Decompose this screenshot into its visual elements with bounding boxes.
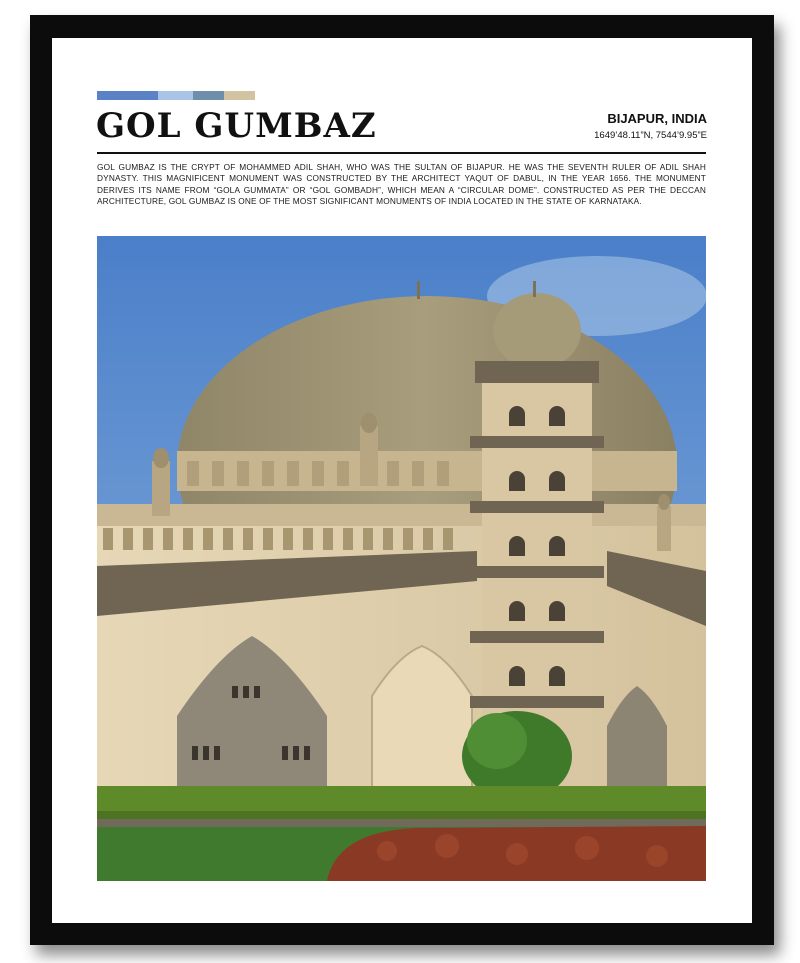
picture-frame [30,15,774,945]
swatch-light-blue [158,91,193,100]
swatch-tan [224,91,255,100]
swatch-blue [97,91,158,100]
poster [52,38,752,923]
location-coordinates: 1649’48.11”N, 7544’9.95”E [594,130,707,141]
description-text: GOL GUMBAZ IS THE CRYPT OF MOHAMMED ADIL SHAH, WHO WAS THE SULTAN OF BIJAPUR. HE WAS THE SEVENTH RULER OF ADIL SHAH DYNASTY. THIS MAGNIFICENT MONUMENT WAS CONSTRUCTED BY THE ARCHITECT YAQUT OF DABUL, IN THE YEAR 1656. THE MONUMENT DERIVES ITS NAME FROM “GOLA GUMMATA” OR “GOL GOMBADH”, WHICH MEAN A “CIRCULAR DOME”. CONSTRUCTED AS PER THE DECCAN ARCHITECTURE, GOL GUMBAZ IS ONE OF THE MOST SIGNIFICANT MONUMENTS OF INDIA LOCATED IN THE STATE OF KARNATAKA. [97,162,706,206]
color-swatches [97,91,255,100]
monument-photo [97,236,706,881]
title-divider [97,152,706,154]
swatch-slate-blue [193,91,224,100]
poster-title: GOL GUMBAZ [96,106,377,146]
location-name: BIJAPUR, INDIA [607,111,707,126]
